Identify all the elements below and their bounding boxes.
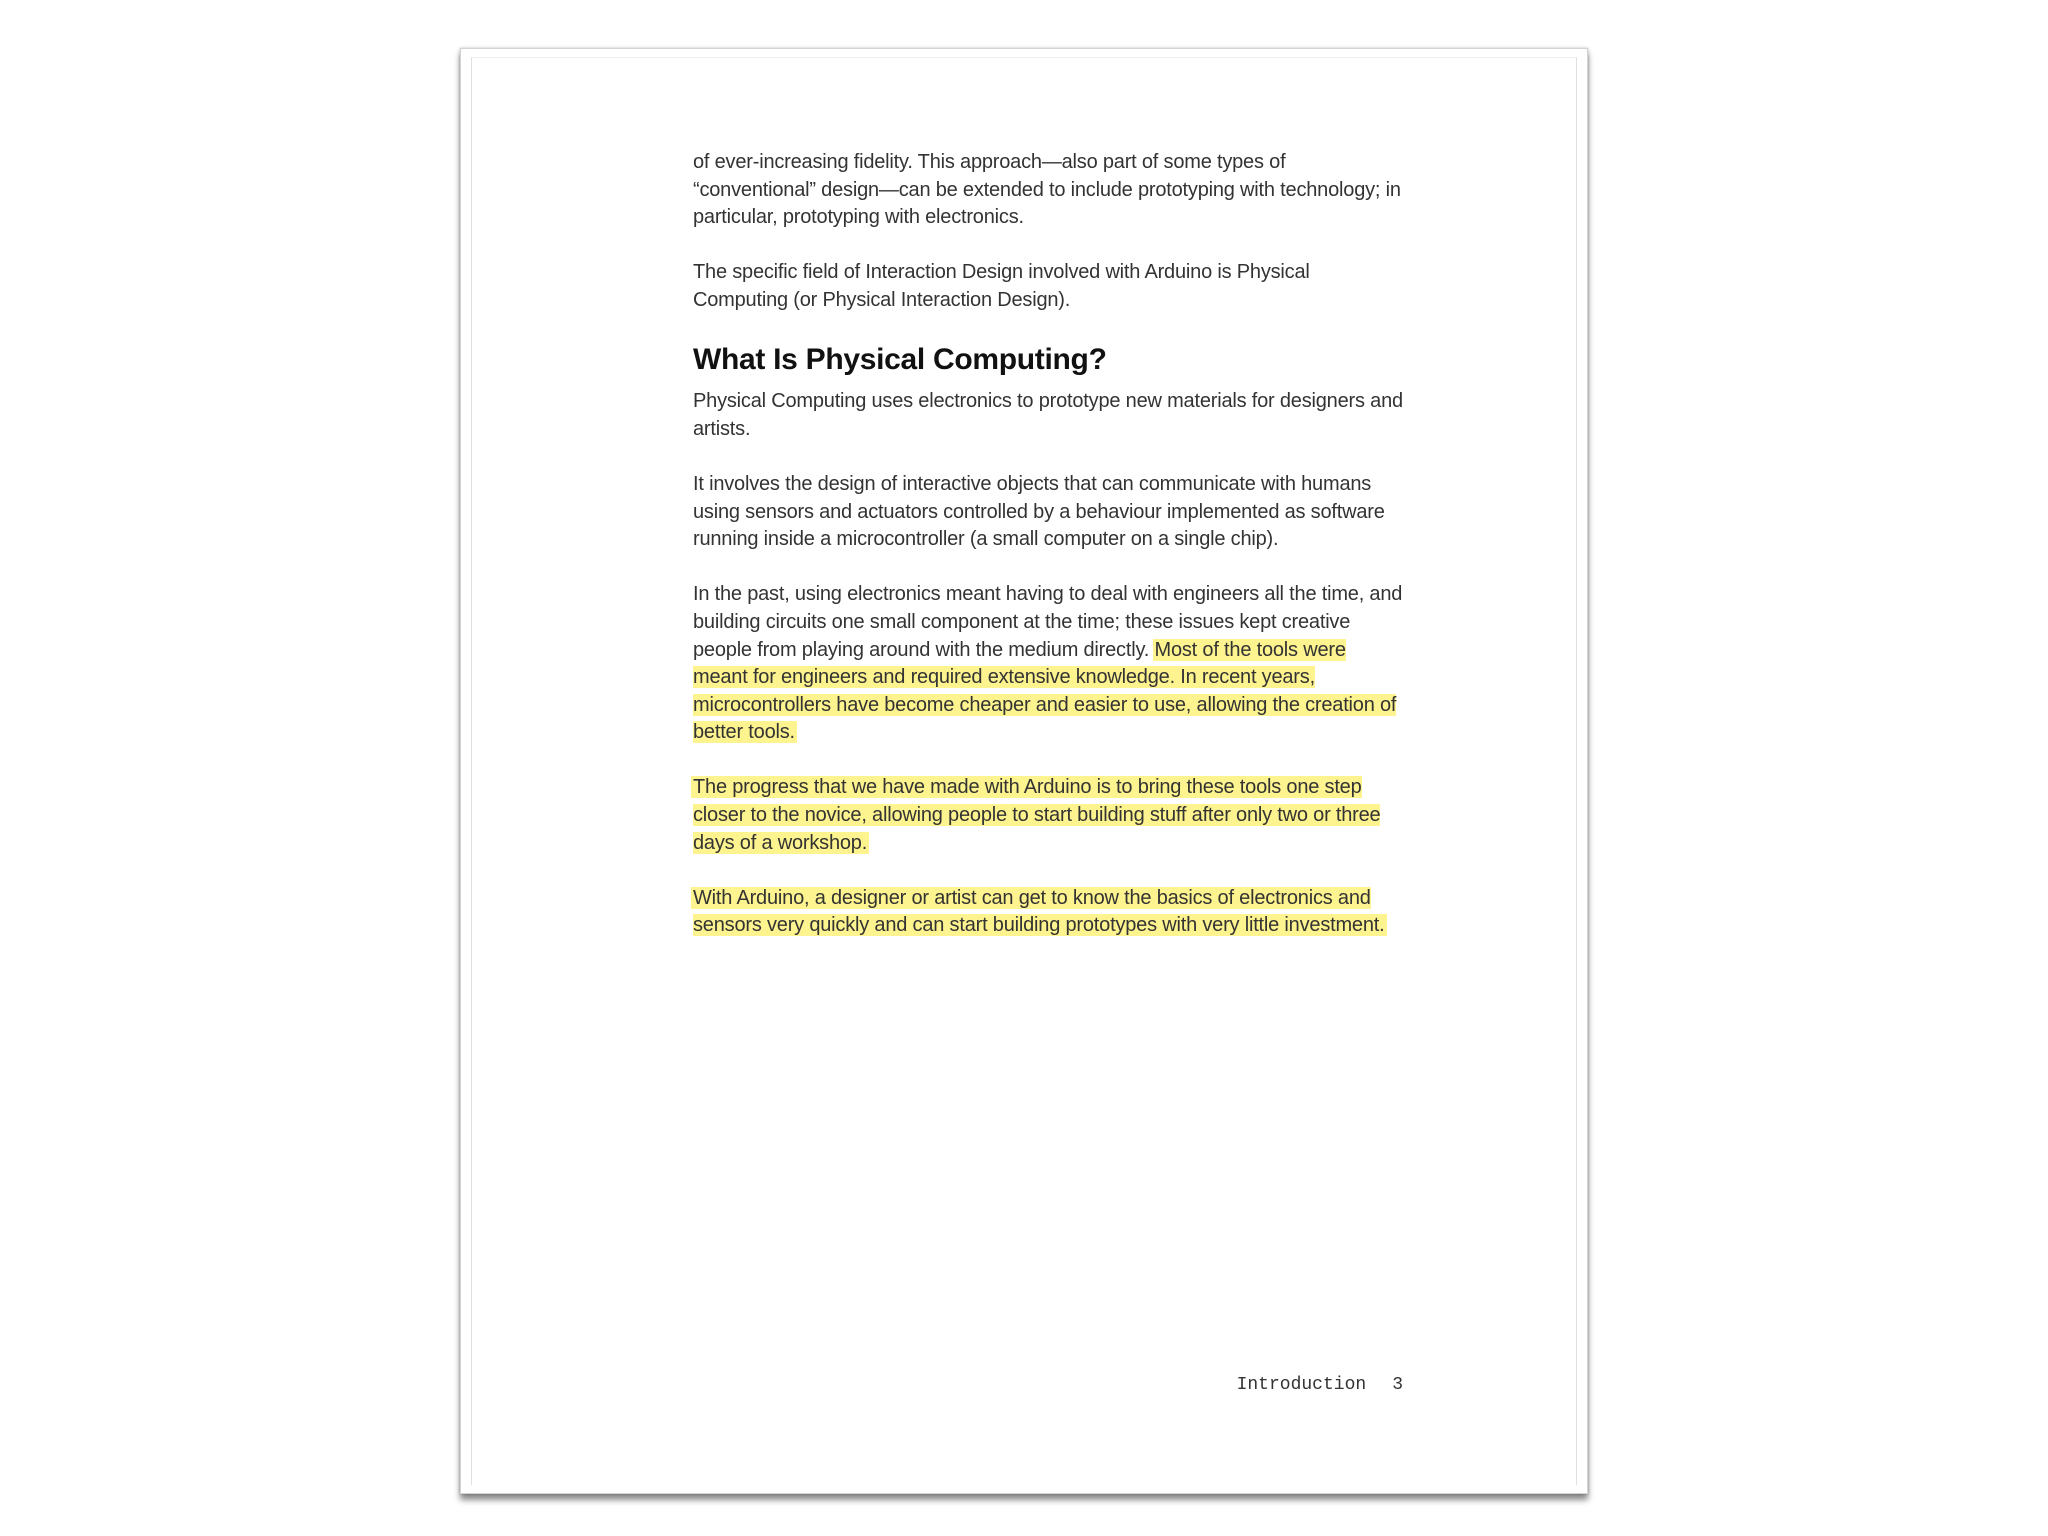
page-footer (1237, 1375, 1403, 1395)
section-heading: What Is Physical Computing? (693, 343, 1107, 377)
paragraph-interactive-objects (693, 471, 1403, 554)
paragraph-text: Physical Computing uses electronics to prototype new materials for designers and artists. (693, 390, 1403, 440)
paragraph-intro-continuation (693, 149, 1403, 232)
paragraph-physical-computing-field (693, 259, 1403, 314)
paragraph-definition (693, 388, 1403, 443)
text-column (693, 149, 1403, 968)
paragraph-past-electronics (693, 581, 1403, 747)
paragraph-arduino-designer (693, 885, 1403, 940)
paragraph-arduino-progress (693, 774, 1403, 857)
paragraph-text: of ever-increasing fidelity. This approach—also part of some types of “conventional” design—can be extended to include prototyping with technology; in particular, prototyping with electronics. (693, 151, 1401, 229)
highlighted-text[interactable]: The progress that we have made with Arduino is to bring these tools one step closer to the novice, allowing people to start building stuff after only two or three days of a workshop. (693, 776, 1381, 854)
highlighted-text[interactable]: With Arduino, a designer or artist can get to know the basics of electronics and sensors very quickly and can start building prototypes with very little investment. (693, 886, 1385, 937)
page-number: 3 (1392, 1375, 1403, 1395)
paragraph-text: The specific field of Interaction Design involved with Arduino is Physical Computing (or Physical Interaction Design). (693, 261, 1310, 311)
footer-section-title: Introduction (1236, 1375, 1367, 1395)
paragraph-text: In the past, using electronics meant having to deal with engineers all the time, and building circuits one small component at the time; these issues kept creative people from playing around with the medium directly. (693, 583, 1403, 661)
paragraph-text: It involves the design of interactive objects that can communicate with humans using sensors and actuators controlled by a behaviour implemented as software running inside a microcontroller (a small computer on a single chip). (693, 472, 1385, 551)
highlighted-text[interactable]: Most of the tools were meant for engineers and required extensive knowledge. In recent years, microcontrollers have become cheaper and easier to use, allowing the creation of better tools. (693, 638, 1397, 744)
document-page (460, 48, 1588, 1494)
